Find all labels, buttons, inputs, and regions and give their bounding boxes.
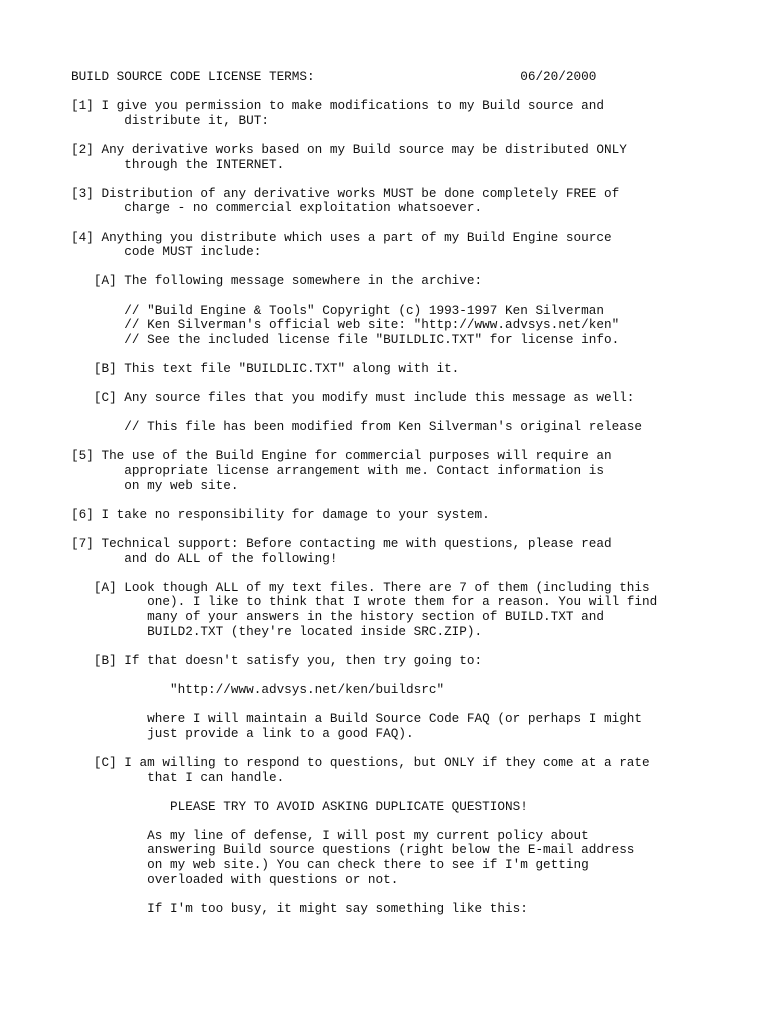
document-line: on my web site.) You can check there to see if I'm getting	[71, 857, 589, 873]
document-line: [B] This text file "BUILDLIC.TXT" along with it.	[71, 360, 460, 376]
blank-line	[71, 347, 751, 362]
blank-line	[71, 406, 751, 421]
blank-line	[71, 639, 751, 654]
document-line: that I can handle.	[71, 769, 285, 785]
document-line: [7] Technical support: Before contacting me with questions, please read	[71, 536, 612, 551]
document-line: [3] Distribution of any derivative works MUST be done completely FREE of	[71, 185, 620, 201]
document-line: [1] I give you permission to make modifications to my Build source and	[71, 98, 604, 114]
blank-line	[71, 741, 751, 756]
document-line: [C] Any source files that you modify must include this message as well:	[71, 390, 635, 406]
document-line: [4] Anything you distribute which uses a part of my Build Engine source	[71, 229, 612, 245]
document-line: [2] Any derivative works based on my Build source may be distributed ONLY	[71, 141, 627, 157]
document-line: [5] The use of the Build Engine for commercial purposes will require an	[71, 448, 612, 464]
document-line: [A] Look though ALL of my text files. There are 7 of them (including this	[71, 579, 650, 595]
document-line: BUILD2.TXT (they're located inside SRC.ZIP).	[71, 623, 483, 639]
document-line: // Ken Silverman's official web site: "http://www.advsys.net/ken"	[71, 317, 620, 333]
document-line: appropriate license arrangement with me. Contact information is	[71, 463, 604, 479]
blank-line	[71, 668, 751, 683]
blank-line	[71, 698, 751, 713]
blank-line	[71, 85, 751, 100]
document-line: where I will maintain a Build Source Code FAQ (or perhaps I might	[71, 711, 643, 727]
blank-line	[71, 785, 751, 800]
blank-line	[71, 260, 751, 275]
document-line: [6] I take no responsibility for damage to your system.	[71, 506, 490, 522]
document-line: answering Build source questions (right below the E-mail address	[71, 842, 635, 858]
blank-line	[71, 887, 751, 902]
document-line: code MUST include:	[71, 244, 262, 260]
document-line: BUILD SOURCE CODE LICENSE TERMS: 06/20/2000	[71, 69, 597, 84]
document-line: distribute it, BUT:	[71, 112, 269, 128]
blank-line	[71, 128, 751, 143]
document-line: PLEASE TRY TO AVOID ASKING DUPLICATE QUESTIONS!	[71, 798, 528, 814]
document-line: // This file has been modified from Ken Silverman's original release	[71, 419, 643, 435]
blank-line	[71, 522, 751, 537]
document-line: // See the included license file "BUILDLIC.TXT" for license info.	[71, 331, 620, 347]
blank-line	[71, 493, 751, 508]
document-line: on my web site.	[71, 477, 239, 493]
document-line: [B] If that doesn't satisfy you, then try going to:	[71, 652, 483, 668]
document-line: many of your answers in the history section of BUILD.TXT and	[71, 608, 604, 624]
document-line: As my line of defense, I will post my current policy about	[71, 827, 589, 843]
document-line: If I'm too busy, it might say something like this:	[71, 900, 528, 916]
document-line: just provide a link to a good FAQ).	[71, 725, 414, 741]
document-line: [C] I am willing to respond to questions, but ONLY if they come at a rate	[71, 754, 650, 770]
document-line: "http://www.advsys.net/ken/buildsrc"	[71, 681, 445, 697]
document-line: one). I like to think that I wrote them for a reason. You will find	[71, 594, 658, 610]
blank-line	[71, 289, 751, 304]
blank-line	[71, 566, 751, 581]
document-line: charge - no commercial exploitation whatsoever.	[71, 200, 483, 216]
blank-line	[71, 814, 751, 829]
blank-line	[71, 376, 751, 391]
document-line: // "Build Engine & Tools" Copyright (c) 1993-1997 Ken Silverman	[71, 302, 604, 318]
document-line: [A] The following message somewhere in the archive:	[71, 273, 483, 289]
license-document	[71, 70, 751, 916]
blank-line	[71, 435, 751, 450]
document-line: through the INTERNET.	[71, 156, 285, 172]
blank-line	[71, 216, 751, 231]
document-line: and do ALL of the following!	[71, 550, 338, 566]
document-line: overloaded with questions or not.	[71, 871, 399, 887]
blank-line	[71, 172, 751, 187]
